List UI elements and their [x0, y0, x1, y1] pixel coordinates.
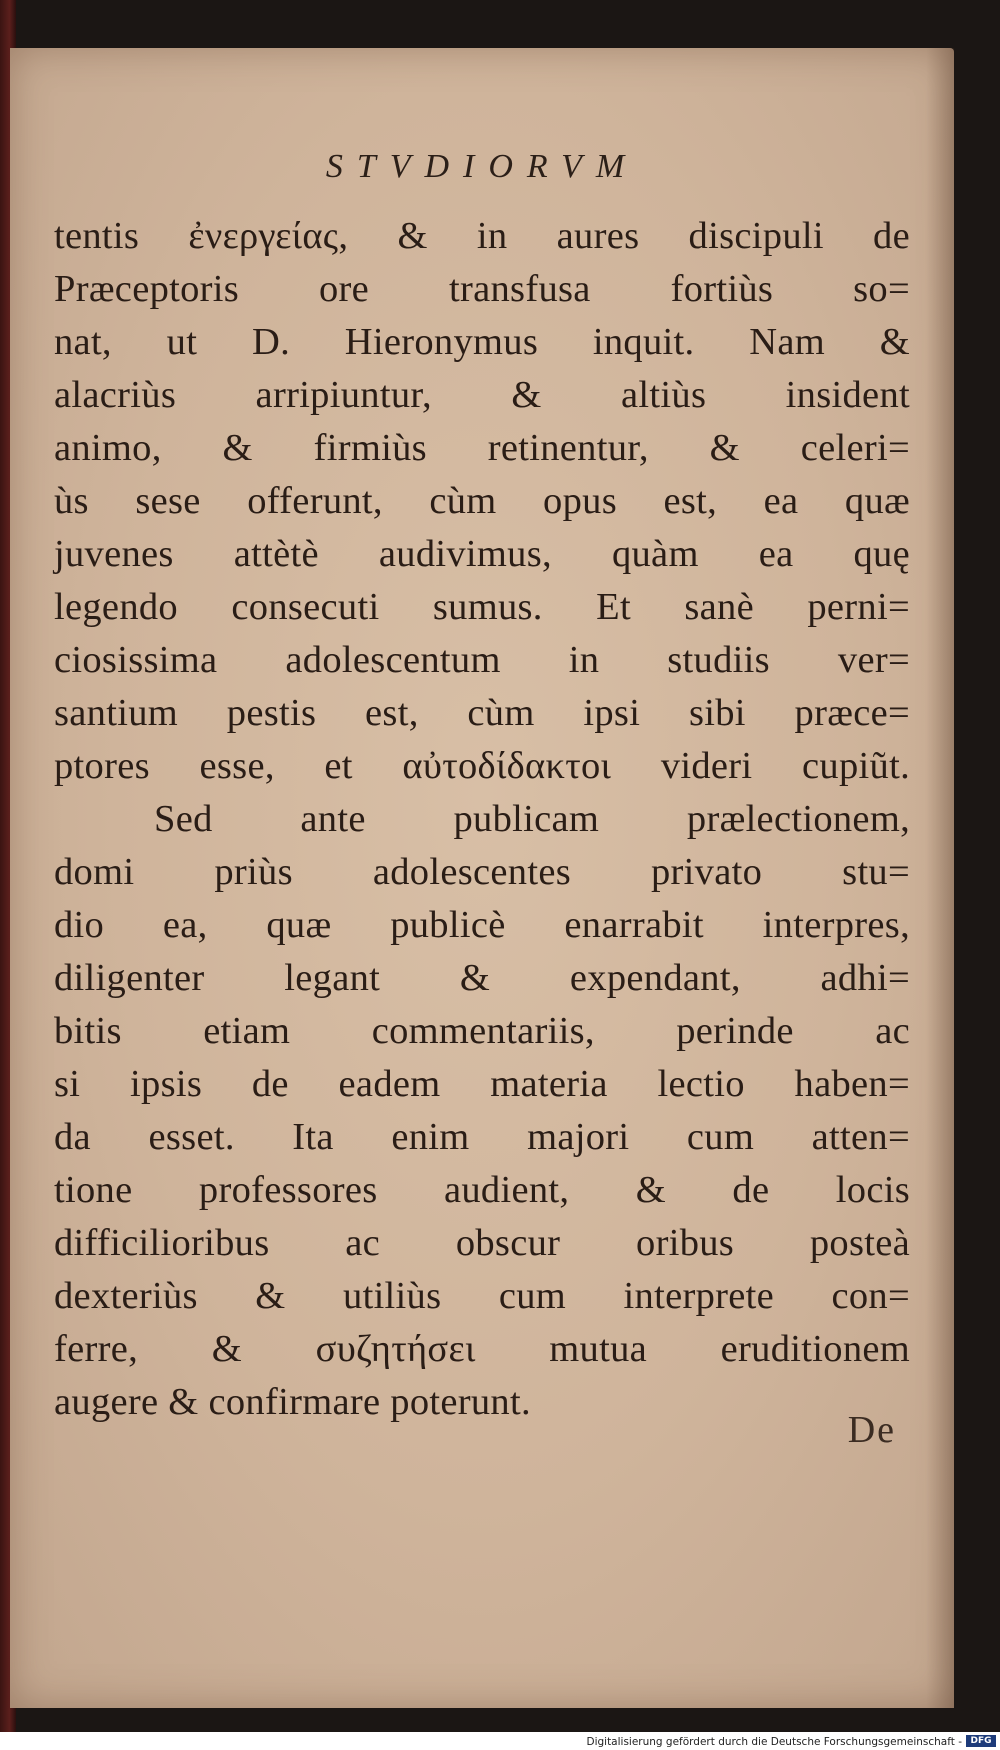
text-line: ciosissima adolescentum in studiis ver= [54, 639, 910, 681]
text-line: da esset. Ita enim majori cum atten= [54, 1116, 910, 1158]
text-line: ferre, & συζητήσει mutua eruditionem [54, 1328, 910, 1370]
paragraph-start-line: Sed ante publicam prælectionem, [154, 798, 910, 840]
dfg-logo-icon: DFG [966, 1735, 996, 1747]
text-line: dexteriùs & utiliùs cum interprete con= [54, 1275, 910, 1317]
text-line: tentis ἐνεργείας, & in aures discipuli de [54, 215, 910, 257]
running-head: STVDIORVM [325, 148, 639, 185]
text-line: diligenter legant & expendant, adhi= [54, 957, 910, 999]
text-line: ùs sese offerunt, cùm opus est, ea quæ [54, 480, 910, 522]
text-line: bitis etiam commentariis, perinde ac [54, 1010, 910, 1052]
book-page [10, 48, 954, 1708]
text-line: difficilioribus ac obscur oribus posteà [54, 1222, 910, 1264]
body-text [54, 210, 910, 1429]
text-line: domi priùs adolescentes privato stu= [54, 851, 910, 893]
text-line: augere & confirmare poterunt. [54, 1381, 531, 1423]
page-edge-shadow [926, 48, 954, 1708]
text-line: tione professores audient, & de locis [54, 1169, 910, 1211]
digitization-footer [0, 1732, 1000, 1750]
text-line: alacriùs arripiuntur, & altiùs insident [54, 374, 910, 416]
text-line: si ipsis de eadem materia lectio haben= [54, 1063, 910, 1105]
funding-credit: Digitalisierung gefördert durch die Deutsche Forschungsgemeinschaft - [586, 1736, 962, 1748]
text-line: santium pestis est, cùm ipsi sibi præce= [54, 692, 910, 734]
text-line: juvenes attètè audivimus, quàm ea quę [54, 533, 910, 575]
catchword: De [847, 1409, 896, 1451]
text-line: legendo consecuti sumus. Et sanè perni= [54, 586, 910, 628]
text-line: animo, & firmiùs retinentur, & celeri= [54, 427, 910, 469]
text-line: dio ea, quæ publicè enarrabit interpres, [54, 904, 910, 946]
text-line: Præceptoris ore transfusa fortiùs so= [54, 268, 910, 310]
text-line: nat, ut D. Hieronymus inquit. Nam & [54, 321, 910, 363]
text-line: ptores esse, et αὐτοδίδακτοι videri cupiũt. [54, 745, 910, 787]
